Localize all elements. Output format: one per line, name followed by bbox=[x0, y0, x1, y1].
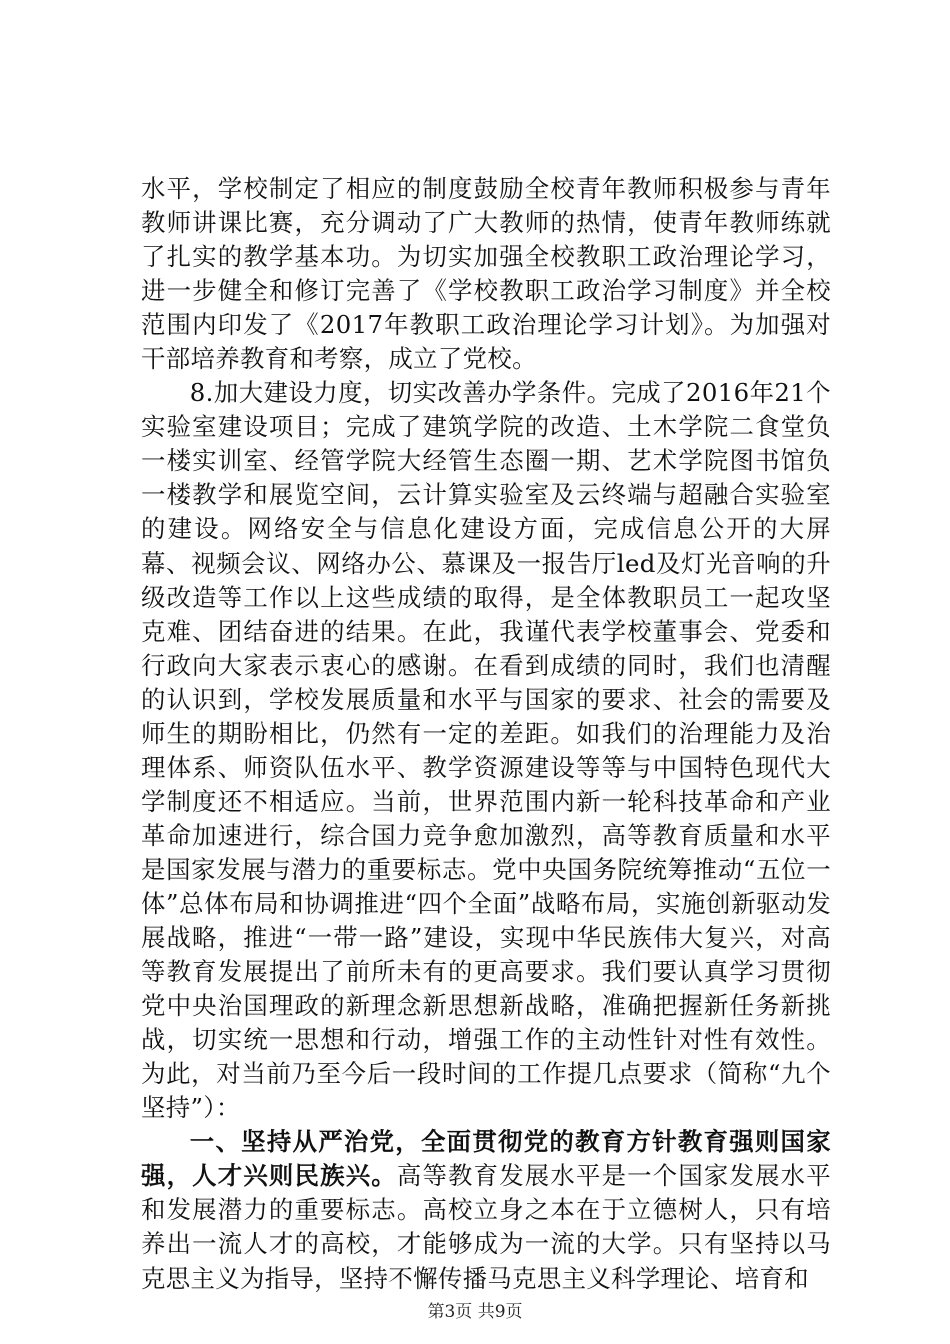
paragraph-item-8: 8.加大建设力度，切实改善办学条件。完成了2016年21个实验室建设项目；完成了建筑学院的改造、土木学院二食堂负一楼实训室、经管学院大经管生态圈一期、艺术学院图书馆负一楼教学和展览空间，云计算实验室及云终端与超融合实验室的建设。网络安全与信息化建设方面，完成信息公开的大屏幕、视频会议、网络办公、慕课及一报告厅led及灯光音响的升级改造等工作以上这些成绩的取得，是全体教职员工一起攻坚克难、团结奋进的结果。在此，我谨代表学校董事会、党委和行政向大家表示衷心的感谢。在看到成绩的同时，我们也清醒的认识到，学校发展质量和水平与国家的要求、社会的需要及师生的期盼相比，仍然有一定的差距。如我们的治理能力及治理体系、师资队伍水平、教学资源建设等等与中国特色现代大学制度还不相适应。当前，世界范围内新一轮科技革命和产业革命加速进行，综合国力竞争愈加激烈，高等教育质量和水平是国家发展与潜力的重要标志。党中央国务院统筹推动“五位一体”总体布局和协调推进“四个全面”战略布局，实施创新驱动发展战略，推进“一带一路”建设，实现中华民族伟大复兴，对高等教育发展提出了前所未有的更高要求。我们要认真学习贯彻党中央治国理政的新理念新思想新战略，准确把握新任务新挑战，切实统一思想和行动，增强工作的主动性针对性有效性。为此，对当前乃至今后一段时间的工作提几点要求（简称“九个坚持”）： bbox=[141, 378, 831, 1123]
document-body bbox=[141, 172, 831, 1296]
section-body-text: 高等教育发展水平是一个国家发展水平和发展潜力的重要标志。高校立身之本在于立德树人，只有培养出一流人才的高校，才能够成为一流的大学。只有坚持以马克思主义为指导，坚持不懈传播马克思主义科学理论、培育和 bbox=[141, 1161, 831, 1293]
paragraph-section-1 bbox=[141, 1125, 831, 1295]
page-number-footer: 第3页 共9页 bbox=[427, 1302, 523, 1322]
paragraph-continuation: 水平，学校制定了相应的制度鼓励全校青年教师积极参与青年教师讲课比赛，充分调动了广大教师的热情，使青年教师练就了扎实的教学基本功。为切实加强全校教职工政治理论学习，进一步健全和修订完善了《学校教职工政治学习制度》并全校范围内印发了《2017年教职工政治理论学习计划》。为加强对干部培养教育和考察，成立了党校。 bbox=[141, 174, 831, 374]
section-heading: 一、坚持从严治党，全面贯彻党的教育方针教育强则国家强，人才兴则民族兴。 bbox=[141, 1127, 831, 1191]
